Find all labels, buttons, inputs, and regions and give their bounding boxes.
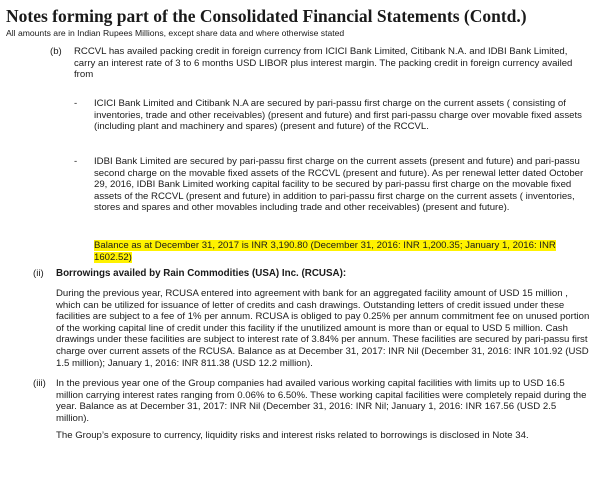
bullet-1-text: ICICI Bank Limited and Citibank N.A are secured by pari-passu first charge on the current assets ( consisting of inventories, trade and other receivables) (present and future) and first pari-passu charge over movable fixed assets (including plant and machinery and spares) (present and future) of the RCCVL.: [94, 98, 582, 133]
bullet-2-text: IDBI Bank Limited are secured by pari-passu first charge on the current assets (present and future) and pari-passu second charge on the movable fixed assets of the RCCVL (present and future). As per renewal letter dated October 29, 2016, IDBI Bank Limited working capital facility to be secured by pari-passu first charge on the movable fixed assets of the RCCVL (present and future) in addition to pari-passu first charge on the current assets ( inventories, stores and spares and other movables including trade and other receivables) (present and future).: [94, 156, 584, 214]
section-b-label: (b): [50, 46, 62, 57]
bullet-2-dash: -: [74, 156, 78, 167]
balance-statement: [94, 240, 589, 263]
balance-highlight: Balance as at December 31, 2017 is INR 3,190.80 (December 31, 2016: INR 1,200.35; January 1, 2016: INR 1602.52): [94, 240, 556, 263]
section-b-intro: RCCVL has availed packing credit in foreign currency from ICICI Bank Limited, Citibank N.A. and IDBI Bank Limited, carry an interest rate of 3 to 6 months USD LIBOR plus interest margin. The packing credit in foreign currency availed from: [74, 46, 573, 81]
page-subtitle: All amounts are in Indian Rupees Millions, except share data and where otherwise stated: [6, 28, 345, 38]
page-title: Notes forming part of the Consolidated Financial Statements (Contd.): [6, 6, 527, 26]
section-ii-heading: Borrowings availed by Rain Commodities (USA) Inc. (RCUSA):: [56, 268, 347, 279]
section-ii-text: During the previous year, RCUSA entered into agreement with bank for an aggregated facility amount of USD 15 million , which can be utilized for issuance of letter of credits and cash drawings. Outstanding letters of credit issued under these facilities are subject to a fee of 1% per annum. RCUSA is obliged to pay 0.25% per annum commitment fee on unused portion of the working capital line of credit under this facility if the unutilized amount is more than or equal to USD 5 million. Cash drawings under these facilities are subject to interest rate of 3.84% per annum. These facilities are secured by pari-passu first charge over current assets of the RCUSA. Balance as at December 31, 2017: INR Nil (December 31, 2016: INR 101.92 (USD 1.5 million); January 1, 2016: INR 811.38 (USD 12.2 million).: [56, 288, 590, 369]
section-iii-closing: The Group’s exposure to currency, liquidity risks and interest risks related to borrowings is disclosed in Note 34.: [56, 430, 529, 441]
bullet-1-dash: -: [74, 98, 78, 109]
section-ii-label: (ii): [33, 268, 44, 279]
section-iii-label: (iii): [33, 378, 46, 389]
section-iii-text: In the previous year one of the Group companies had availed various working capital facilities with limits up to USD 16.5 million carrying interest rates ranging from 0.06% to 6.50%. These working capital facilities were completely repaid during the year. Balance as at December 31, 2017: INR Nil (December 31, 2016: INR Nil; January 1, 2016: INR 167.56 (USD 2.5 million).: [56, 378, 587, 424]
